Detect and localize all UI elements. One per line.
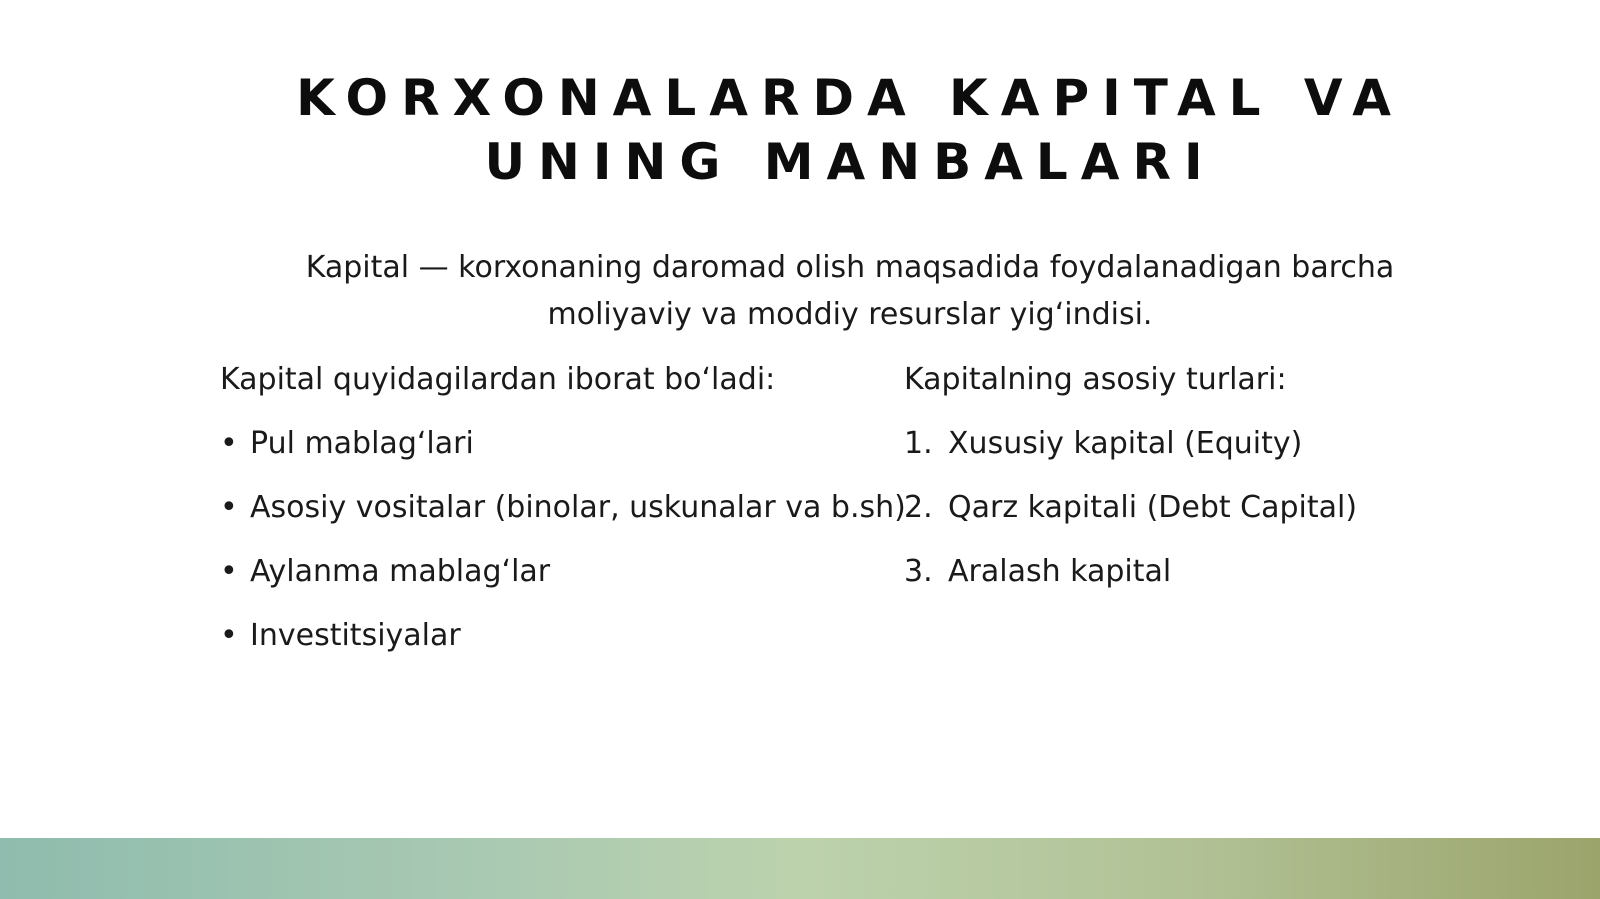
footer-gradient-band <box>0 838 1600 899</box>
capital-types-column <box>904 352 1544 608</box>
capital-types-heading: Kapitalning asosiy turlari: <box>904 362 1287 397</box>
slide-title: KORXONALARDA KAPITAL VA UNING MANBALARI <box>296 69 1404 191</box>
list-item <box>220 544 920 608</box>
capital-components-column <box>220 352 920 672</box>
list-item-text: Xususiy kapital (Equity) <box>948 426 1303 461</box>
list-item <box>904 480 1544 544</box>
list-item-text: Aylanma mablag‘lar <box>250 554 551 589</box>
list-item <box>904 544 1544 608</box>
capital-components-heading: Kapital quyidagilardan iborat bo‘ladi: <box>220 362 776 397</box>
capital-components-list <box>220 416 920 672</box>
list-item <box>904 416 1544 480</box>
item-number: 2. <box>904 490 933 525</box>
list-item <box>220 608 920 672</box>
list-item-text: Qarz kapitali (Debt Capital) <box>948 490 1358 525</box>
list-item <box>220 480 920 544</box>
bullet-icon: • <box>220 426 238 461</box>
list-item-text: Investitsiyalar <box>250 618 461 653</box>
item-number: 3. <box>904 554 933 589</box>
bullet-icon: • <box>220 490 238 525</box>
list-item-text: Aralash kapital <box>948 554 1172 589</box>
list-item-text: Asosiy vositalar (binolar, uskunalar va b.sh) <box>250 490 906 525</box>
capital-types-list <box>904 416 1544 608</box>
bullet-icon: • <box>220 618 238 653</box>
bullet-icon: • <box>220 554 238 589</box>
definition-text: Kapital — korxonaning daromad olish maqsadida foydalanadigan barcha moliyaviy va moddiy resurslar yig‘indisi. <box>305 250 1395 332</box>
list-item-text: Pul mablag‘lari <box>250 426 474 461</box>
item-number: 1. <box>904 426 933 461</box>
list-item <box>220 416 920 480</box>
